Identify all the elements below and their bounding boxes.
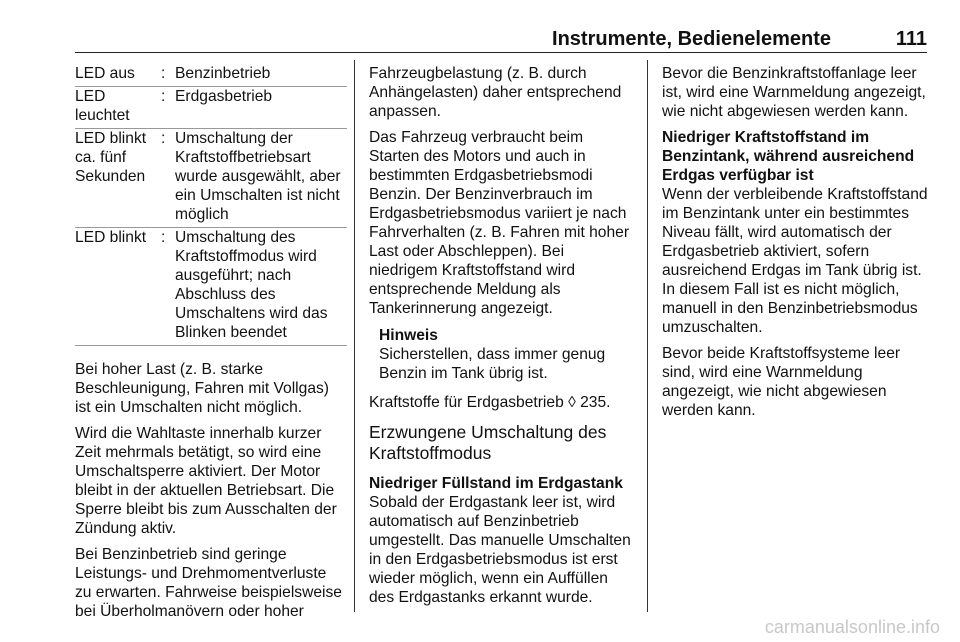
led-key: LED blinkt	[75, 228, 161, 346]
led-separator: :	[161, 228, 175, 346]
column-divider	[354, 60, 355, 612]
led-key: LED aus	[75, 64, 161, 87]
table-row	[75, 87, 347, 129]
page-number: 111	[895, 28, 927, 50]
led-separator: :	[161, 64, 175, 87]
led-value: Umschaltung des Kraftstoffmodus wird ausgeführt; nach Abschluss des Umschaltens wird das Blinken beendet	[175, 228, 347, 346]
table-row	[75, 129, 347, 228]
table-row	[75, 64, 347, 87]
page-header	[75, 22, 927, 53]
column-divider	[647, 60, 648, 612]
note-box	[379, 326, 635, 383]
paragraph: Bei hoher Last (z. B. starke Beschleunigung, Fahren mit Vollgas) ist ein Umschalten nicht möglich.	[75, 361, 329, 416]
paragraph: Bevor die Benzinkraftstoffanlage leer ist, wird eine Warnmeldung angezeigt, wie nicht abgewiesen werden kann.	[662, 65, 926, 120]
subsection-title: Niedriger Füllstand im Erdgastank	[369, 475, 623, 492]
cross-reference: Kraftstoffe für Erdgasbetrieb ◊ 235.	[369, 394, 611, 411]
paragraph: Sobald der Erdgastank leer ist, wird automatisch auf Benzinbetrieb umgestellt. Das manuelle Umschalten in den Erdgasbetriebsmodus ist erst wieder möglich, wenn ein Auffüllen des Erdgastanks erkannt wurde.	[369, 494, 631, 606]
paragraph: Wenn der verbleibende Kraftstoffstand im Benzintank unter ein bestimmtes Niveau fällt, wird automatisch der Erdgasbetrieb aktiviert, sofern ausreichend Erdgas im Tank übrig ist. In diesem Fall ist es nicht möglich, manuell in den Benzinbetriebsmodus umzuschalten.	[662, 186, 928, 336]
led-status-table	[75, 64, 347, 346]
paragraph: Wird die Wahltaste innerhalb kurzer Zeit mehrmals betätigt, so wird eine Umschaltsperre aktiviert. Der Motor bleibt in der aktuellen Betriebsart. Die Sperre bleibt bis zum Ausschalten der Zündung aktiv.	[75, 425, 337, 537]
watermark: carmanualsonline.info	[764, 617, 940, 637]
led-key: LED leuchtet	[75, 87, 161, 129]
led-value: Umschaltung der Kraftstoffbetriebsart wurde ausgewählt, aber ein Umschalten ist nicht möglich	[175, 129, 347, 228]
note-text: Sicherstellen, dass immer genug Benzin im Tank übrig ist.	[379, 346, 606, 382]
subsection-title: Niedriger Kraftstoffstand im Benzintank, während ausreichend Erdgas verfügbar ist	[662, 129, 915, 184]
column-3	[662, 64, 928, 427]
note-title: Hinweis	[379, 327, 438, 344]
led-key: LED blinkt ca. fünf Sekunden	[75, 129, 161, 228]
led-separator: :	[161, 87, 175, 129]
column-2	[369, 64, 635, 614]
paragraph: Das Fahrzeug verbraucht beim Starten des Motors und auch in bestimmten Erdgasbetriebsmodi Benzin. Der Benzinverbrauch im Erdgasbetriebsmodus variiert je nach Fahrverhalten (z. B. Fahren mit hoher Last oder Abschleppen). Bei niedrigem Kraftstoffstand wird entsprechende Meldung als Tankerinnerung angezeigt.	[369, 129, 630, 317]
table-row	[75, 228, 347, 346]
led-value: Benzinbetrieb	[175, 64, 347, 87]
led-separator: :	[161, 129, 175, 228]
header-title: Instrumente, Bedienelemente	[552, 28, 831, 50]
led-value: Erdgasbetrieb	[175, 87, 347, 129]
section-title: Erzwungene Umschaltung des Kraftstoffmodus	[369, 422, 607, 463]
paragraph: Bei Benzinbetrieb sind geringe Leistungs- und Drehmomentverluste zu erwarten. Fahrweise beispielsweise bei Überholmanövern oder hoher	[75, 546, 342, 620]
paragraph: Bevor beide Kraftstoffsysteme leer sind, wird eine Warnmeldung angezeigt, wie nicht abgewiesen werden kann.	[662, 345, 901, 419]
paragraph: Fahrzeugbelastung (z. B. durch Anhängelasten) daher entsprechend anpassen.	[369, 65, 622, 120]
column-1	[75, 64, 347, 628]
